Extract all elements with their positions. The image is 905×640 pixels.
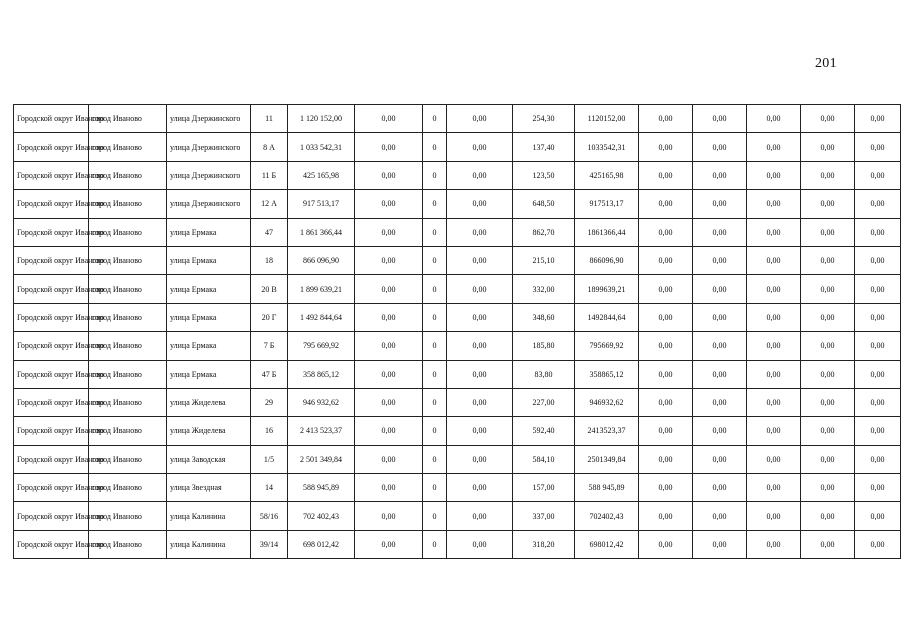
- street-cell: улица Ермака: [167, 360, 251, 388]
- area-cell: 332,00: [513, 275, 575, 303]
- cost-cell: 0,00: [747, 360, 801, 388]
- cost-cell: 0,00: [447, 502, 513, 530]
- area-cell: 254,30: [513, 105, 575, 133]
- cost-cell: 0,00: [801, 530, 855, 558]
- house-number-cell: 39/14: [251, 530, 288, 558]
- cost-cell: 0,00: [747, 218, 801, 246]
- cost-cell: 0,00: [639, 332, 693, 360]
- cost-cell: 0,00: [447, 105, 513, 133]
- municipality-cell: Городской округ Иваново: [14, 360, 89, 388]
- count-cell: 0: [423, 190, 447, 218]
- count-cell: 0: [423, 502, 447, 530]
- cost-cell: 0,00: [693, 133, 747, 161]
- cost-cell: 0,00: [355, 445, 423, 473]
- table-row: [14, 332, 901, 360]
- cost-cell: 0,00: [639, 530, 693, 558]
- cost-cell: 0,00: [747, 332, 801, 360]
- cost-cell: 0,00: [747, 105, 801, 133]
- area-cell: 584,10: [513, 445, 575, 473]
- cost-cell: 0,00: [639, 105, 693, 133]
- street-cell: улица Дзержинского: [167, 133, 251, 161]
- cost-cell: 0,00: [747, 133, 801, 161]
- area-cell: 318,20: [513, 530, 575, 558]
- settlement-cell: город Иваново: [89, 474, 167, 502]
- house-number-cell: 11 Б: [251, 161, 288, 189]
- total-cost-cell: 946932,62: [575, 388, 639, 416]
- table-row: [14, 161, 901, 189]
- cost-cell: 0,00: [693, 530, 747, 558]
- cost-cell: 0,00: [447, 133, 513, 161]
- cost-cell: 0,00: [801, 218, 855, 246]
- cost-cell: 0,00: [801, 246, 855, 274]
- cost-cell: 0,00: [693, 332, 747, 360]
- cost-cell: 0,00: [447, 530, 513, 558]
- count-cell: 0: [423, 332, 447, 360]
- table-row: [14, 445, 901, 473]
- municipality-cell: Городской округ Иваново: [14, 133, 89, 161]
- count-cell: 0: [423, 105, 447, 133]
- cost-cell: 0,00: [747, 388, 801, 416]
- cost-cell: 0,00: [447, 388, 513, 416]
- count-cell: 0: [423, 218, 447, 246]
- total-cost-cell: 2413523,37: [575, 417, 639, 445]
- total-cost-cell: 1861366,44: [575, 218, 639, 246]
- housing-ledger-table: [13, 104, 901, 559]
- cost-cell: 0,00: [693, 246, 747, 274]
- cost-cell: 0,00: [447, 360, 513, 388]
- total-cost-cell: 2 501 349,84: [288, 445, 355, 473]
- table-row: [14, 190, 901, 218]
- cost-cell: 0,00: [355, 530, 423, 558]
- house-number-cell: 47: [251, 218, 288, 246]
- total-cost-cell: 2501349,84: [575, 445, 639, 473]
- cost-cell: 0,00: [801, 474, 855, 502]
- cost-cell: 0,00: [639, 190, 693, 218]
- cost-cell: 0,00: [747, 417, 801, 445]
- municipality-cell: Городской округ Иваново: [14, 332, 89, 360]
- total-cost-cell: 1 120 152,00: [288, 105, 355, 133]
- total-cost-cell: 1492844,64: [575, 303, 639, 331]
- house-number-cell: 7 Б: [251, 332, 288, 360]
- house-number-cell: 12 А: [251, 190, 288, 218]
- table-row: [14, 133, 901, 161]
- settlement-cell: город Иваново: [89, 502, 167, 530]
- total-cost-cell: 425165,98: [575, 161, 639, 189]
- settlement-cell: город Иваново: [89, 275, 167, 303]
- area-cell: 215,10: [513, 246, 575, 274]
- cost-cell: 0,00: [801, 332, 855, 360]
- settlement-cell: город Иваново: [89, 161, 167, 189]
- cost-cell: 0,00: [447, 332, 513, 360]
- cost-cell: 0,00: [801, 275, 855, 303]
- cost-cell: 0,00: [693, 360, 747, 388]
- cost-cell: 0,00: [355, 388, 423, 416]
- table-row: [14, 360, 901, 388]
- cost-cell: 0,00: [801, 502, 855, 530]
- street-cell: улица Звездная: [167, 474, 251, 502]
- cost-cell: 0,00: [801, 303, 855, 331]
- settlement-cell: город Иваново: [89, 530, 167, 558]
- municipality-cell: Городской округ Иваново: [14, 388, 89, 416]
- cost-cell: 0,00: [801, 161, 855, 189]
- cost-cell: 0,00: [639, 417, 693, 445]
- house-number-cell: 16: [251, 417, 288, 445]
- area-cell: 83,80: [513, 360, 575, 388]
- settlement-cell: город Иваново: [89, 218, 167, 246]
- cost-cell: 0,00: [693, 190, 747, 218]
- cost-cell: 0,00: [355, 190, 423, 218]
- total-cost-cell: 2 413 523,37: [288, 417, 355, 445]
- street-cell: улица Дзержинского: [167, 105, 251, 133]
- cost-cell: 0,00: [447, 417, 513, 445]
- cost-cell: 0,00: [639, 246, 693, 274]
- cost-cell: 0,00: [639, 502, 693, 530]
- total-cost-cell: 698 012,42: [288, 530, 355, 558]
- table-row: [14, 388, 901, 416]
- cost-cell: 0,00: [355, 161, 423, 189]
- settlement-cell: город Иваново: [89, 360, 167, 388]
- cost-cell: 0,00: [693, 161, 747, 189]
- total-cost-cell: 1 492 844,64: [288, 303, 355, 331]
- cost-cell: 0,00: [355, 417, 423, 445]
- cost-cell: 0,00: [747, 190, 801, 218]
- total-cost-cell: 588 945,89: [288, 474, 355, 502]
- area-cell: 862,70: [513, 218, 575, 246]
- cost-cell: 0,00: [639, 388, 693, 416]
- cost-cell: 0,00: [447, 190, 513, 218]
- cost-cell: 0,00: [855, 530, 901, 558]
- cost-cell: 0,00: [693, 502, 747, 530]
- cost-cell: 0,00: [747, 474, 801, 502]
- count-cell: 0: [423, 417, 447, 445]
- cost-cell: 0,00: [447, 161, 513, 189]
- cost-cell: 0,00: [639, 133, 693, 161]
- settlement-cell: город Иваново: [89, 105, 167, 133]
- area-cell: 337,00: [513, 502, 575, 530]
- count-cell: 0: [423, 445, 447, 473]
- cost-cell: 0,00: [447, 445, 513, 473]
- settlement-cell: город Иваново: [89, 246, 167, 274]
- street-cell: улица Дзержинского: [167, 161, 251, 189]
- total-cost-cell: 1 033 542,31: [288, 133, 355, 161]
- cost-cell: 0,00: [855, 133, 901, 161]
- area-cell: 185,80: [513, 332, 575, 360]
- cost-cell: 0,00: [639, 275, 693, 303]
- total-cost-cell: 1 899 639,21: [288, 275, 355, 303]
- cost-cell: 0,00: [693, 474, 747, 502]
- cost-cell: 0,00: [355, 502, 423, 530]
- house-number-cell: 20 В: [251, 275, 288, 303]
- cost-cell: 0,00: [855, 275, 901, 303]
- settlement-cell: город Иваново: [89, 332, 167, 360]
- total-cost-cell: 1899639,21: [575, 275, 639, 303]
- cost-cell: 0,00: [855, 332, 901, 360]
- cost-cell: 0,00: [355, 218, 423, 246]
- cost-cell: 0,00: [693, 388, 747, 416]
- cost-cell: 0,00: [855, 105, 901, 133]
- cost-cell: 0,00: [855, 388, 901, 416]
- street-cell: улица Ермака: [167, 246, 251, 274]
- municipality-cell: Городской округ Иваново: [14, 105, 89, 133]
- cost-cell: 0,00: [693, 303, 747, 331]
- area-cell: 348,60: [513, 303, 575, 331]
- street-cell: улица Дзержинского: [167, 190, 251, 218]
- count-cell: 0: [423, 275, 447, 303]
- cost-cell: 0,00: [447, 474, 513, 502]
- cost-cell: 0,00: [747, 275, 801, 303]
- cost-cell: 0,00: [447, 303, 513, 331]
- page-number: 201: [815, 56, 837, 71]
- count-cell: 0: [423, 161, 447, 189]
- cost-cell: 0,00: [355, 133, 423, 161]
- house-number-cell: 8 А: [251, 133, 288, 161]
- cost-cell: 0,00: [855, 246, 901, 274]
- cost-cell: 0,00: [855, 417, 901, 445]
- count-cell: 0: [423, 133, 447, 161]
- table-body: [14, 105, 901, 559]
- cost-cell: 0,00: [747, 246, 801, 274]
- area-cell: 227,00: [513, 388, 575, 416]
- cost-cell: 0,00: [639, 303, 693, 331]
- cost-cell: 0,00: [693, 275, 747, 303]
- house-number-cell: 14: [251, 474, 288, 502]
- municipality-cell: Городской округ Иваново: [14, 275, 89, 303]
- cost-cell: 0,00: [639, 161, 693, 189]
- municipality-cell: Городской округ Иваново: [14, 530, 89, 558]
- municipality-cell: Городской округ Иваново: [14, 445, 89, 473]
- cost-cell: 0,00: [747, 445, 801, 473]
- street-cell: улица Ермака: [167, 275, 251, 303]
- municipality-cell: Городской округ Иваново: [14, 417, 89, 445]
- house-number-cell: 20 Г: [251, 303, 288, 331]
- cost-cell: 0,00: [855, 360, 901, 388]
- total-cost-cell: 1120152,00: [575, 105, 639, 133]
- total-cost-cell: 866096,90: [575, 246, 639, 274]
- total-cost-cell: 866 096,90: [288, 246, 355, 274]
- table-row: [14, 275, 901, 303]
- street-cell: улица Ермака: [167, 303, 251, 331]
- cost-cell: 0,00: [355, 303, 423, 331]
- count-cell: 0: [423, 388, 447, 416]
- table-row: [14, 105, 901, 133]
- cost-cell: 0,00: [855, 502, 901, 530]
- area-cell: 137,40: [513, 133, 575, 161]
- cost-cell: 0,00: [801, 417, 855, 445]
- cost-cell: 0,00: [639, 360, 693, 388]
- cost-cell: 0,00: [355, 246, 423, 274]
- total-cost-cell: 917513,17: [575, 190, 639, 218]
- cost-cell: 0,00: [747, 502, 801, 530]
- cost-cell: 0,00: [693, 105, 747, 133]
- table-row: [14, 530, 901, 558]
- count-cell: 0: [423, 246, 447, 274]
- street-cell: улица Жиделева: [167, 388, 251, 416]
- settlement-cell: город Иваново: [89, 303, 167, 331]
- total-cost-cell: 698012,42: [575, 530, 639, 558]
- cost-cell: 0,00: [855, 303, 901, 331]
- cost-cell: 0,00: [355, 105, 423, 133]
- table-row: [14, 246, 901, 274]
- cost-cell: 0,00: [801, 133, 855, 161]
- count-cell: 0: [423, 303, 447, 331]
- cost-cell: 0,00: [639, 218, 693, 246]
- settlement-cell: город Иваново: [89, 133, 167, 161]
- municipality-cell: Городской округ Иваново: [14, 218, 89, 246]
- cost-cell: 0,00: [747, 530, 801, 558]
- total-cost-cell: 588 945,89: [575, 474, 639, 502]
- area-cell: 123,50: [513, 161, 575, 189]
- count-cell: 0: [423, 530, 447, 558]
- municipality-cell: Городской округ Иваново: [14, 502, 89, 530]
- municipality-cell: Городской округ Иваново: [14, 161, 89, 189]
- cost-cell: 0,00: [355, 474, 423, 502]
- street-cell: улица Калинина: [167, 502, 251, 530]
- total-cost-cell: 358865,12: [575, 360, 639, 388]
- cost-cell: 0,00: [801, 190, 855, 218]
- house-number-cell: 11: [251, 105, 288, 133]
- total-cost-cell: 702402,43: [575, 502, 639, 530]
- house-number-cell: 18: [251, 246, 288, 274]
- total-cost-cell: 358 865,12: [288, 360, 355, 388]
- cost-cell: 0,00: [747, 303, 801, 331]
- table-row: [14, 303, 901, 331]
- cost-cell: 0,00: [639, 445, 693, 473]
- area-cell: 648,50: [513, 190, 575, 218]
- total-cost-cell: 946 932,62: [288, 388, 355, 416]
- settlement-cell: город Иваново: [89, 190, 167, 218]
- house-number-cell: 47 Б: [251, 360, 288, 388]
- street-cell: улица Жиделева: [167, 417, 251, 445]
- house-number-cell: 1/5: [251, 445, 288, 473]
- cost-cell: 0,00: [447, 218, 513, 246]
- cost-cell: 0,00: [855, 218, 901, 246]
- cost-cell: 0,00: [355, 332, 423, 360]
- cost-cell: 0,00: [801, 445, 855, 473]
- total-cost-cell: 1033542,31: [575, 133, 639, 161]
- count-cell: 0: [423, 474, 447, 502]
- settlement-cell: город Иваново: [89, 445, 167, 473]
- cost-cell: 0,00: [855, 445, 901, 473]
- street-cell: улица Калинина: [167, 530, 251, 558]
- municipality-cell: Городской округ Иваново: [14, 190, 89, 218]
- cost-cell: 0,00: [693, 218, 747, 246]
- house-number-cell: 58/16: [251, 502, 288, 530]
- total-cost-cell: 702 402,43: [288, 502, 355, 530]
- count-cell: 0: [423, 360, 447, 388]
- table-row: [14, 417, 901, 445]
- cost-cell: 0,00: [355, 275, 423, 303]
- cost-cell: 0,00: [855, 161, 901, 189]
- cost-cell: 0,00: [355, 360, 423, 388]
- area-cell: 592,40: [513, 417, 575, 445]
- area-cell: 157,00: [513, 474, 575, 502]
- cost-cell: 0,00: [447, 275, 513, 303]
- cost-cell: 0,00: [855, 474, 901, 502]
- cost-cell: 0,00: [855, 190, 901, 218]
- municipality-cell: Городской округ Иваново: [14, 303, 89, 331]
- municipality-cell: Городской округ Иваново: [14, 246, 89, 274]
- street-cell: улица Заводская: [167, 445, 251, 473]
- street-cell: улица Ермака: [167, 332, 251, 360]
- cost-cell: 0,00: [693, 417, 747, 445]
- street-cell: улица Ермака: [167, 218, 251, 246]
- cost-cell: 0,00: [447, 246, 513, 274]
- total-cost-cell: 795 669,92: [288, 332, 355, 360]
- settlement-cell: город Иваново: [89, 388, 167, 416]
- table-row: [14, 474, 901, 502]
- cost-cell: 0,00: [801, 105, 855, 133]
- cost-cell: 0,00: [747, 161, 801, 189]
- total-cost-cell: 795669,92: [575, 332, 639, 360]
- house-number-cell: 29: [251, 388, 288, 416]
- total-cost-cell: 917 513,17: [288, 190, 355, 218]
- total-cost-cell: 1 861 366,44: [288, 218, 355, 246]
- cost-cell: 0,00: [801, 388, 855, 416]
- settlement-cell: город Иваново: [89, 417, 167, 445]
- municipality-cell: Городской округ Иваново: [14, 474, 89, 502]
- table-row: [14, 502, 901, 530]
- total-cost-cell: 425 165,98: [288, 161, 355, 189]
- cost-cell: 0,00: [693, 445, 747, 473]
- cost-cell: 0,00: [801, 360, 855, 388]
- cost-cell: 0,00: [639, 474, 693, 502]
- table-row: [14, 218, 901, 246]
